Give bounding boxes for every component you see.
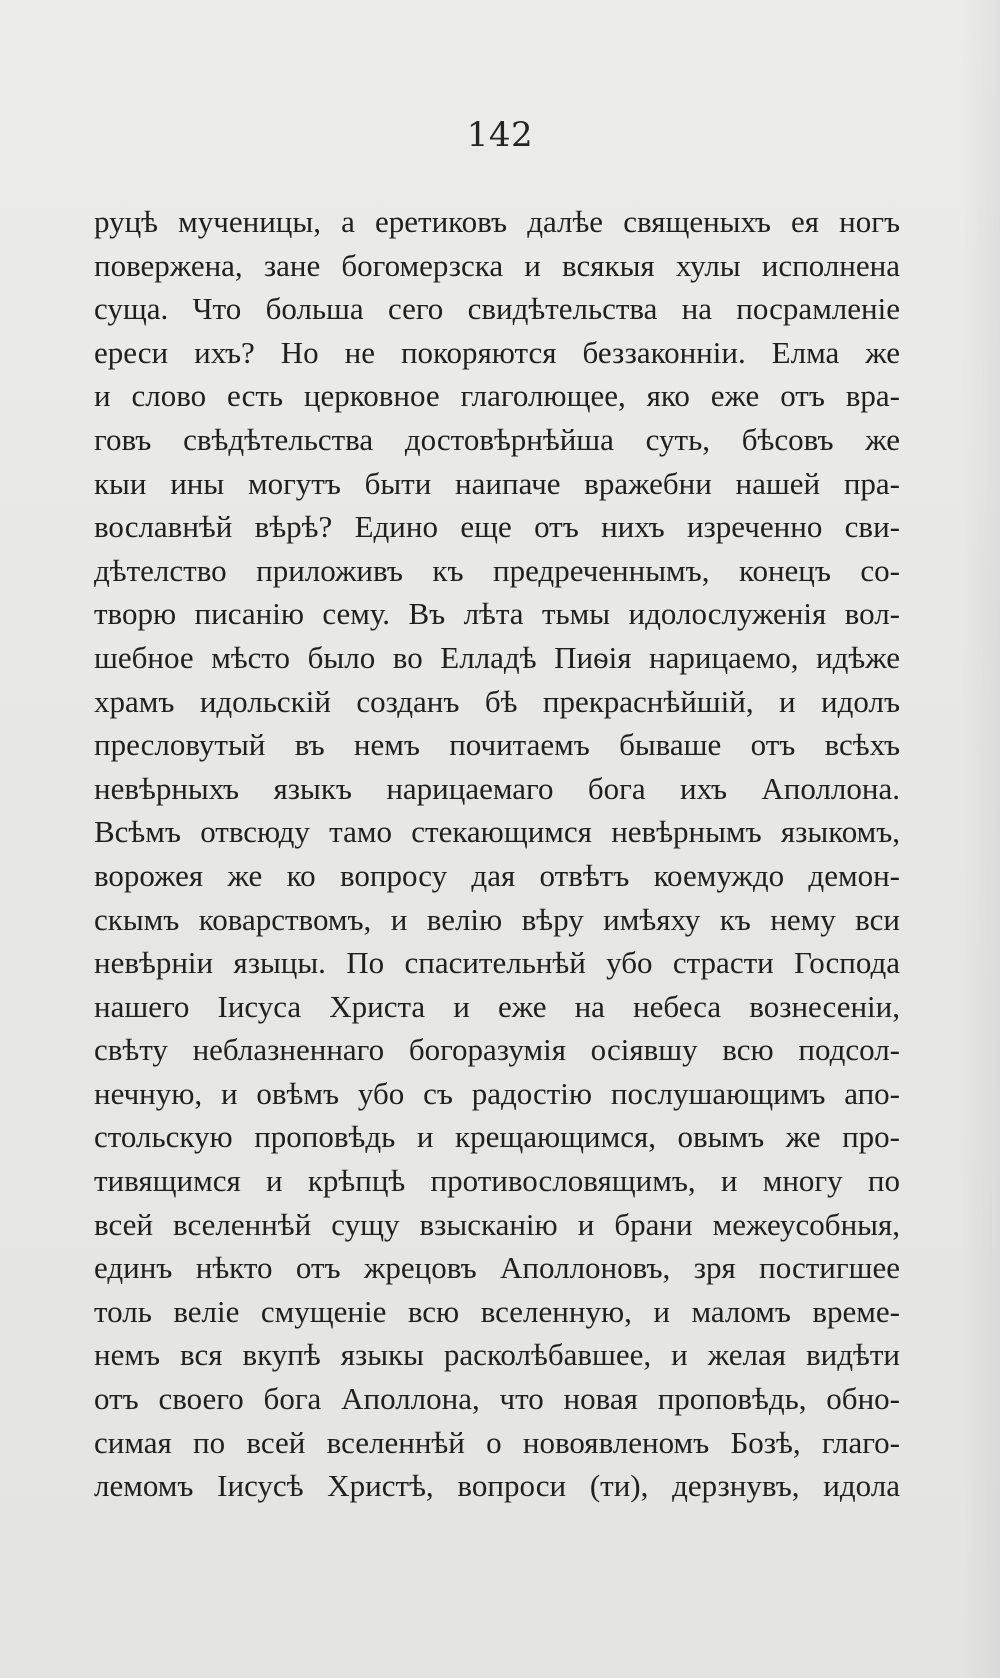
text-line: ереси ихъ? Но не покоряются беззаконніи. Елма же (94, 334, 900, 370)
text-line: ворожея же ко вопросу дая отвѣтъ коемуждо демон- (94, 857, 900, 893)
text-line: храмъ идольскій созданъ бѣ прекраснѣйшій, и идолъ (94, 683, 900, 719)
text-line: и слово есть церковное глаголющее, яко еже отъ вра- (94, 378, 900, 414)
text-line: говъ свѣдѣтельства достовѣрнѣйша суть, бѣсовъ же (94, 421, 900, 457)
body-text (94, 200, 900, 1508)
text-line: дѣтелство приложивъ къ предреченнымъ, конецъ со- (94, 552, 900, 588)
text-line: толь веліе смущеніе всю вселенную, и маломъ време- (94, 1293, 900, 1329)
text-line: вославнѣй вѣрѣ? Едино еще отъ нихъ изреченно сви- (94, 509, 900, 545)
text-line: свѣту неблазненнаго богоразумія осіявшу всю подсол- (94, 1032, 900, 1068)
page-number: 142 (466, 115, 534, 155)
text-line: тивящимся и крѣпцѣ противословящимъ, и многу по (94, 1163, 900, 1199)
text-line: лемомъ Іисусѣ Христѣ, вопроси (ти), дерзнувъ, идола (94, 1468, 900, 1504)
text-line: стольскую проповѣдь и крещающимся, овымъ же про- (94, 1119, 900, 1155)
text-line: единъ нѣкто отъ жрецовъ Аполлоновъ, зря постигшее (94, 1250, 900, 1286)
text-line: творю писанію сему. Въ лѣта тьмы идолослуженія вол- (94, 596, 900, 632)
text-line: симая по всей вселеннѣй о новоявленомъ Бозѣ, глаго- (94, 1424, 900, 1460)
text-line: немъ вся вкупѣ языкы расколѣбавшее, и желая видѣти (94, 1337, 900, 1373)
text-line: всей вселеннѣй сущу взысканію и брани межеусобныя, (94, 1206, 900, 1242)
text-line: нашего Іисуса Христа и еже на небеса вознесеніи, (94, 988, 900, 1024)
text-line: суща. Что больша сего свидѣтельства на посрамленіе (94, 291, 900, 327)
text-line: скымъ коварствомъ, и велію вѣру имѣяху къ нему вси (94, 901, 900, 937)
text-line: нечную, и овѣмъ убо съ радостію послушающимъ апо- (94, 1075, 900, 1111)
text-line: пресловутый въ немъ почитаемъ бываше отъ всѣхъ (94, 727, 900, 763)
text-line: шебное мѣсто было во Елладѣ Пиѳія нарицаемо, идѣже (94, 639, 900, 675)
text-line: повержена, зане богомерзска и всякыя хулы исполнена (94, 247, 900, 283)
text-line: кыи ины могутъ быти наипаче вражебни нашей пра- (94, 465, 900, 501)
page-edge-shadow (960, 0, 1000, 1678)
text-line: Всѣмъ отвсюду тамо стекающимся невѣрнымъ языкомъ, (94, 814, 900, 850)
text-line: отъ своего бога Аполлона, что новая проповѣдь, обно- (94, 1381, 900, 1417)
text-line: невѣрныхъ языкъ нарицаемаго бога ихъ Аполлона. (94, 770, 900, 806)
text-line: руцѣ мученицы, а еретиковъ далѣе священыхъ ея ногъ (94, 204, 900, 239)
text-line: невѣрніи языцы. По спасительнѣй убо страсти Господа (94, 945, 900, 981)
